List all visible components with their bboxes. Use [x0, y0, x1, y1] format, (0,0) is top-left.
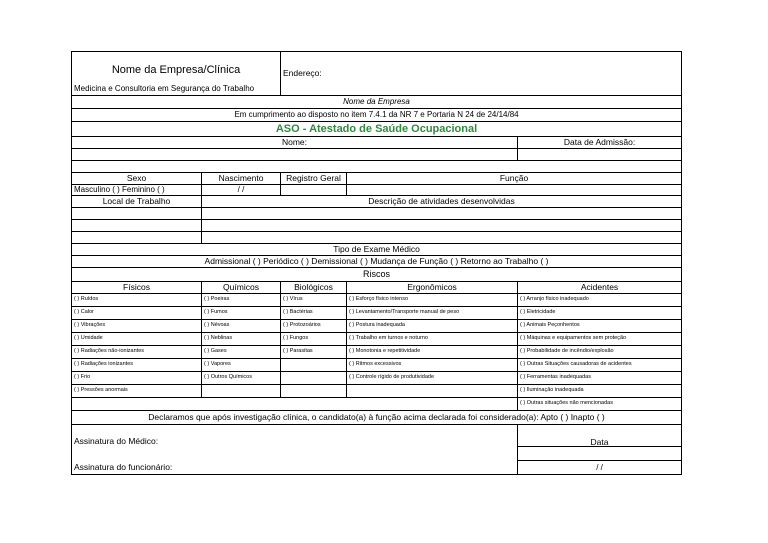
company-name-row: Nome da Empresa: [72, 96, 682, 109]
risk-item-ergonomic[interactable]: ( ) Trabalho em turnos e noturno: [347, 333, 518, 346]
risk-row: [72, 333, 682, 346]
activities-label: Descrição de atividades desenvolvidas: [202, 196, 682, 208]
rg-label: Registro Geral: [281, 173, 347, 185]
birth-label: Nascimento: [202, 173, 281, 185]
function-label: Função: [347, 173, 682, 185]
risk-item-accidents[interactable]: ( ) Animais Peçonhentos: [518, 320, 682, 333]
workplace-label: Local de Trabalho: [72, 196, 202, 208]
admission-date-label: Data de Admissão:: [518, 137, 682, 149]
exam-options[interactable]: Admissional ( ) Periódico ( ) Demissional ( ) Mudança de Função ( ) Retorno ao Trabalho ( ): [72, 256, 682, 268]
risk-empty-cell: [281, 385, 347, 398]
risk-empty-cell: [202, 385, 281, 398]
risk-row: [72, 307, 682, 320]
risk-item-chemical[interactable]: ( ) Fumos: [202, 307, 281, 320]
risk-item-physical[interactable]: ( ) Umidade: [72, 333, 202, 346]
exam-type-label: Tipo de Exame Médico: [72, 244, 682, 256]
risk-item-accidents[interactable]: ( ) Outras situações não mencionadas: [518, 398, 682, 411]
workplace-field-2[interactable]: [72, 220, 202, 232]
risk-empty-cell: [281, 359, 347, 372]
risk-item-ergonomic[interactable]: ( ) Monotonia e repetitividade: [347, 346, 518, 359]
risk-item-ergonomic[interactable]: ( ) Esforço físico intenso: [347, 294, 518, 307]
form-title: ASO - Atestado de Saúde Ocupacional: [72, 122, 682, 137]
company-subtitle: Medicina e Consultoria em Segurança do Trabalho: [72, 76, 281, 96]
risk-item-biological[interactable]: ( ) Vírus: [281, 294, 347, 307]
birth-value[interactable]: / /: [202, 185, 281, 196]
risk-item-ergonomic[interactable]: ( ) Levantamento/Transporte manual de peso: [347, 307, 518, 320]
risk-header-chemical: Químicos: [202, 282, 281, 294]
risk-row: [72, 372, 682, 385]
risk-header-physical: Físicos: [72, 282, 202, 294]
risk-item-accidents[interactable]: ( ) Eletricidade: [518, 307, 682, 320]
signature-spacer: [72, 447, 518, 461]
risk-row: [72, 294, 682, 307]
conclusion-statement[interactable]: Declaramos que após investigação clínica, o candidato(a) à função acima declarada foi considerado(a): Apto ( ) Inapto ( ): [72, 411, 682, 425]
risk-item-physical[interactable]: ( ) Ruídos: [72, 294, 202, 307]
risk-item-biological[interactable]: ( ) Bactérias: [281, 307, 347, 320]
risk-header-biological: Biológicos: [281, 282, 347, 294]
admission-date-field[interactable]: [518, 149, 682, 161]
company-name: Nome da Empresa/Clínica: [72, 52, 281, 76]
date-label: Data: [518, 425, 682, 447]
spacer-row: [72, 161, 682, 173]
address-label: [281, 52, 682, 96]
risk-header-accidents: Acidentes: [518, 282, 682, 294]
risk-empty-cell: [347, 385, 518, 398]
function-field[interactable]: [347, 185, 682, 196]
risk-rows: [72, 294, 682, 385]
risk-item-physical[interactable]: ( ) Radiações ionizantes: [72, 359, 202, 372]
workplace-field-3[interactable]: [72, 232, 202, 244]
risk-item-physical[interactable]: ( ) Frio: [72, 372, 202, 385]
date-value[interactable]: / /: [518, 461, 682, 475]
risk-item-accidents[interactable]: ( ) Iluminação inadequada: [518, 385, 682, 398]
aso-form: [71, 51, 681, 475]
risk-item-chemical[interactable]: ( ) Poeiras: [202, 294, 281, 307]
risks-title: Riscos: [72, 268, 682, 282]
risk-item-physical[interactable]: ( ) Calor: [72, 307, 202, 320]
risk-item-biological[interactable]: ( ) Protozoários: [281, 320, 347, 333]
risk-item-accidents[interactable]: ( ) Outras Situações causadoras de acidentes: [518, 359, 682, 372]
risk-item-chemical[interactable]: ( ) Neblinas: [202, 333, 281, 346]
risk-item-accidents[interactable]: ( ) Ferramentas inadequadas: [518, 372, 682, 385]
risk-item-biological[interactable]: ( ) Parasitas: [281, 346, 347, 359]
sex-options[interactable]: Masculino ( ) Feminino ( ): [72, 185, 202, 196]
date-spacer: [518, 447, 682, 461]
employee-name-field[interactable]: [72, 149, 518, 161]
risk-item-chemical[interactable]: ( ) Vapores: [202, 359, 281, 372]
activities-field-2[interactable]: [202, 220, 682, 232]
risk-item-accidents[interactable]: ( ) Probabilidade de incêndio/explosão: [518, 346, 682, 359]
risk-item-ergonomic[interactable]: ( ) Postura inadequada: [347, 320, 518, 333]
risk-empty-cell: [281, 372, 347, 385]
risk-item-biological[interactable]: ( ) Fungos: [281, 333, 347, 346]
risk-item-physical[interactable]: ( ) Vibrações: [72, 320, 202, 333]
risk-item-physical[interactable]: ( ) Pressões anormais: [72, 385, 202, 398]
risk-row: [72, 346, 682, 359]
risk-item-chemical[interactable]: ( ) Outros Químicos: [202, 372, 281, 385]
risk-item-physical[interactable]: ( ) Radiações não-ionizantes: [72, 346, 202, 359]
risk-item-accidents[interactable]: ( ) Máquinas e equipamentos sem proteção: [518, 333, 682, 346]
address-label-text: Endereço:: [283, 68, 322, 79]
risk-empty-cell: [72, 398, 518, 411]
employee-name-label: Nome:: [72, 137, 518, 149]
workplace-field[interactable]: [72, 208, 202, 220]
risk-item-chemical[interactable]: ( ) Gases: [202, 346, 281, 359]
sex-label: Sexo: [72, 173, 202, 185]
risk-item-accidents[interactable]: ( ) Arranjo físico inadequado: [518, 294, 682, 307]
activities-field-1[interactable]: [202, 208, 682, 220]
aso-table: [71, 51, 682, 475]
employee-signature-label: Assinatura do funcionário:: [72, 461, 518, 475]
risk-item-chemical[interactable]: ( ) Névoas: [202, 320, 281, 333]
risk-item-ergonomic[interactable]: ( ) Controle rígido de produtividade: [347, 372, 518, 385]
legal-reference: Em cumprimento ao disposto no item 7.4.1 da NR 7 e Portaria N 24 de 24/14/84: [72, 109, 682, 122]
risk-row: [72, 320, 682, 333]
risk-row: [72, 359, 682, 372]
activities-field-3[interactable]: [202, 232, 682, 244]
risk-item-ergonomic[interactable]: ( ) Ritmos excessivos: [347, 359, 518, 372]
doctor-signature-label: Assinatura do Médico:: [72, 425, 518, 447]
risk-header-ergonomic: Ergonômicos: [347, 282, 518, 294]
rg-field[interactable]: [281, 185, 347, 196]
